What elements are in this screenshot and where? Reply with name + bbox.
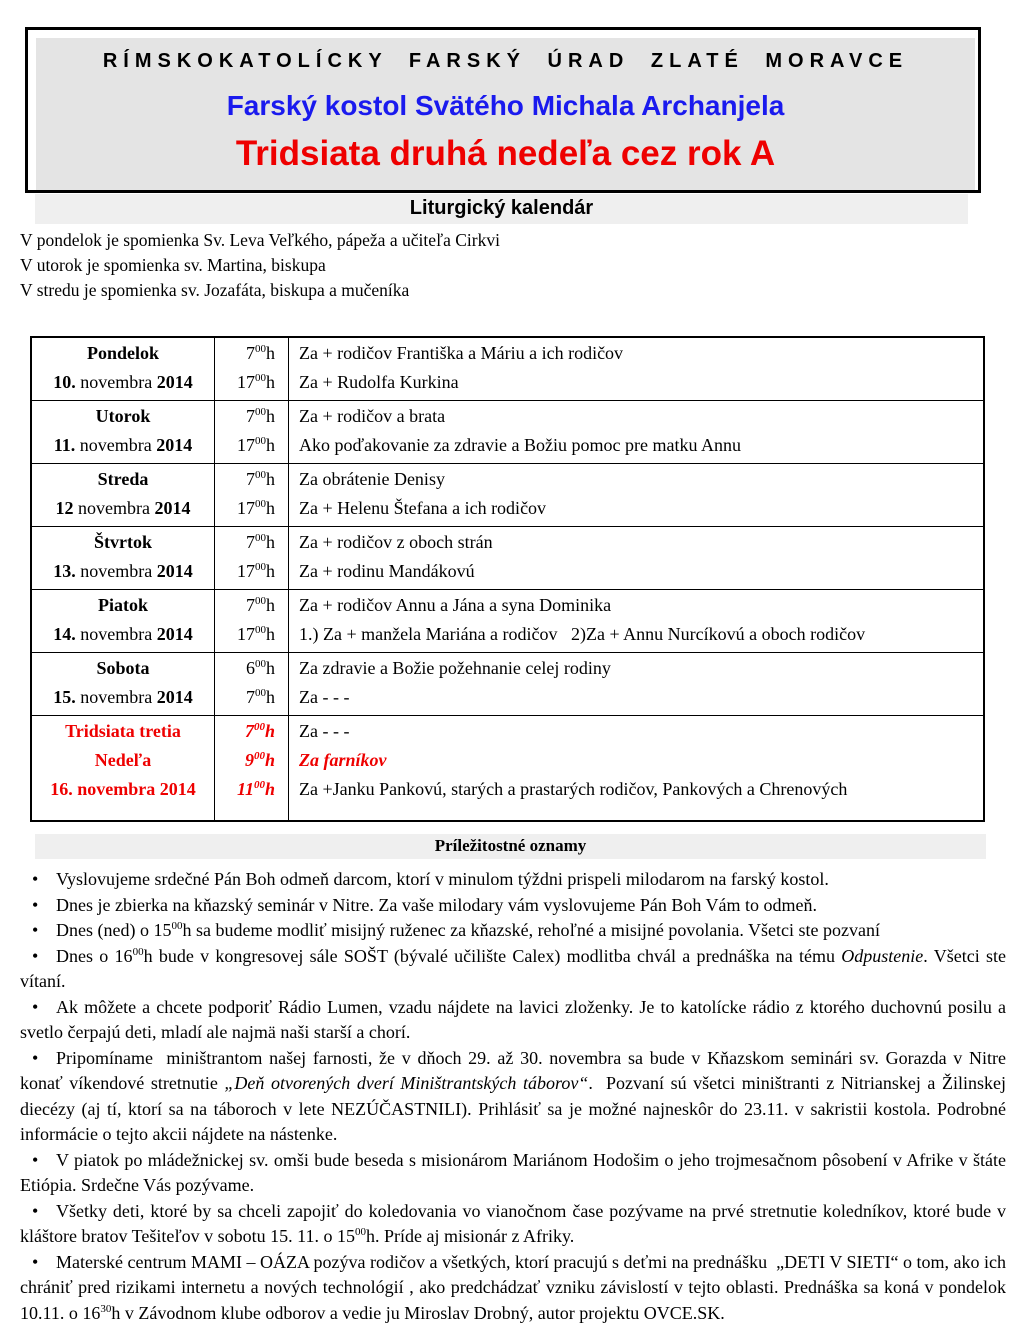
announcement-item: • Materské centrum MAMI – OÁZA pozýva rodičov a všetkých, ktorí pracujú s deťmi na prednášku „DETI V SIETI“ o tom, ako ich chrániť pred rizikami internetu a nových technológií , ako predchádzať vzniku závislostí v tejto oblasti. Prednáška sa koná v pondelok 10.11. o $16^{30}h$ v Závodnom klube odborov a vedie ju Miroslav Drobný, autor projektu OVCE.SK. — [20, 1250, 1006, 1326]
table-row — [32, 716, 983, 820]
announcement-item: • Ak môžete a chcete podporiť Rádio Lumen, vzadu nájdete na lavici zloženky. Je to katolícke rádio z ktorého duchovnú posilu a svetlo čerpajú deti, mladí ale najmä naši starší a chorí. — [20, 995, 1006, 1046]
day-cell: Pondelok 10. novembra 2014 — [32, 338, 215, 400]
day-cell: Utorok 11. novembra 2014 — [32, 401, 215, 463]
time-cell: $7^{00}h$ $17^{00}h$ — [215, 338, 289, 400]
time-cell: $6^{00}h$ $7^{00}h$ — [215, 653, 289, 715]
intention-cell: Za + rodičov Františka a Máriu a ich rodičov Za + Rudolfa Kurkina — [289, 338, 983, 400]
announcement-item: • Pripomíname miništrantom našej farnosti, že v dňoch 29. až 30. novembra sa bude v Kňazskom seminári sv. Gorazda v Nitre konať víkendové stretnutie „Deň otvorených dverí Miništrantských táborov“. Pozvaní sú všetci miništranti z Nitrianskej a Žilinskej diecézy (aj tí, ktorí sa na táboroch v lete NEZÚČASTNILI). Prihlásiť sa je možné najneskôr do 23.11. v sakristii kostola. Podrobné informácie o tejto akcii nájdete na nástenke. — [20, 1046, 1006, 1148]
time-cell: $7^{00}h$ $17^{00}h$ — [215, 464, 289, 526]
bullet-icon: • — [20, 918, 56, 944]
time-cell: $7^{00}h$ $17^{00}h$ — [215, 401, 289, 463]
bullet-icon: • — [20, 893, 56, 919]
table-row — [32, 527, 983, 590]
announcements-list — [20, 867, 1006, 1326]
announcements-heading: Príležitostné oznamy — [35, 834, 986, 859]
time-cell: $7^{00}h$ $17^{00}h$ — [215, 590, 289, 652]
liturgical-calendar-heading: Liturgický kalendár — [35, 194, 968, 224]
intention-cell: Za - - - Za farníkov Za +Janku Pankovú, starých a prastarých rodičov, Pankových a Chrenových — [289, 716, 983, 820]
intention-cell: Za + rodičov a brata Ako poďakovanie za zdravie a Božiu pomoc pre matku Annu — [289, 401, 983, 463]
day-cell: Piatok 14. novembra 2014 — [32, 590, 215, 652]
sunday-title: Tridsiata druhá nedeľa cez rok A — [36, 134, 975, 174]
announcement-item: • Vyslovujeme srdečné Pán Boh odmeň darcom, ktorí v minulom týždni prispeli milodarom na farský kostol. — [20, 867, 1006, 893]
table-row — [32, 653, 983, 716]
intro-line-tuesday: V utorok je spomienka sv. Martina, biskupa — [20, 253, 1026, 278]
time-cell: $7^{00}h$ $9^{00}h$ $11^{00}h$ — [215, 716, 289, 820]
intro-line-wednesday: V stredu je spomienka sv. Jozafáta, biskupa a mučeníka — [20, 278, 1026, 303]
announcement-item: • Dnes (ned) o $15^{00}h$ sa budeme modliť misijný ruženec za kňazské, rehoľné a misijné povolania. Všetci ste pozvaní — [20, 918, 1006, 944]
header-shaded-area — [36, 38, 975, 190]
day-cell: Streda 12 novembra 2014 — [32, 464, 215, 526]
table-row — [32, 590, 983, 653]
intention-cell: Za + rodičov Annu a Jána a syna Dominika 1.) Za + manžela Mariána a rodičov 2)Za + Annu Nurcíkovú a oboch rodičov — [289, 590, 983, 652]
announcement-item: • Dnes o $16^{00}h$ bude v kongresovej sále SOŠT (bývalé učilište Calex) modlitba chvál a prednáška na tému Odpustenie. Všetci ste vítaní. — [20, 944, 1006, 995]
table-row — [32, 464, 983, 527]
bullet-icon: • — [20, 1148, 56, 1174]
time-cell: $7^{00}h$ $17^{00}h$ — [215, 527, 289, 589]
table-row — [32, 401, 983, 464]
header-box — [25, 27, 981, 193]
bullet-icon: • — [20, 1199, 56, 1225]
parish-office-title: RÍMSKOKATOLÍCKY FARSKÝ ÚRAD ZLATÉ MORAVCE — [36, 50, 975, 73]
day-cell: Sobota 15. novembra 2014 — [32, 653, 215, 715]
church-name: Farský kostol Svätého Michala Archanjela — [36, 90, 975, 122]
announcement-item: • Dnes je zbierka na kňazský seminár v Nitre. Za vaše milodary vám vyslovujeme Pán Boh Vám to odmeň. — [20, 893, 1006, 919]
intention-cell: Za obrátenie Denisy Za + Helenu Štefana a ich rodičov — [289, 464, 983, 526]
intro-line-monday: V pondelok je spomienka Sv. Leva Veľkého, pápeža a učiteľa Cirkvi — [20, 228, 1026, 253]
announcement-item: • Všetky deti, ktoré by sa chceli zapojiť do koledovania vo vianočnom čase pozývame na prvé stretnutie koledníkov, ktoré bude v kláštore bratov Tešiteľov v sobotu 15. 11. o $15^{00}h$. Príde aj misionár z Afriky. — [20, 1199, 1006, 1250]
mass-schedule-table — [30, 336, 985, 822]
intention-cell: Za zdravie a Božie požehnanie celej rodiny Za - - - — [289, 653, 983, 715]
day-cell: Tridsiata tretia Nedeľa 16. novembra 2014 — [32, 716, 215, 820]
intention-cell: Za + rodičov z oboch strán Za + rodinu Mandákovú — [289, 527, 983, 589]
bullet-icon: • — [20, 1046, 56, 1072]
announcement-item: • V piatok po mládežnickej sv. omši bude beseda s misionárom Mariánom Hodošim o jeho trojmesačnom pôsobení v Afrike v štáte Etiópia. Srdečne Vás pozývame. — [20, 1148, 1006, 1199]
table-row — [32, 338, 983, 401]
intro-paragraph — [20, 228, 1026, 303]
bullet-icon: • — [20, 1250, 56, 1276]
bullet-icon: • — [20, 867, 56, 893]
day-cell: Štvrtok 13. novembra 2014 — [32, 527, 215, 589]
bullet-icon: • — [20, 995, 56, 1021]
bullet-icon: • — [20, 944, 56, 970]
